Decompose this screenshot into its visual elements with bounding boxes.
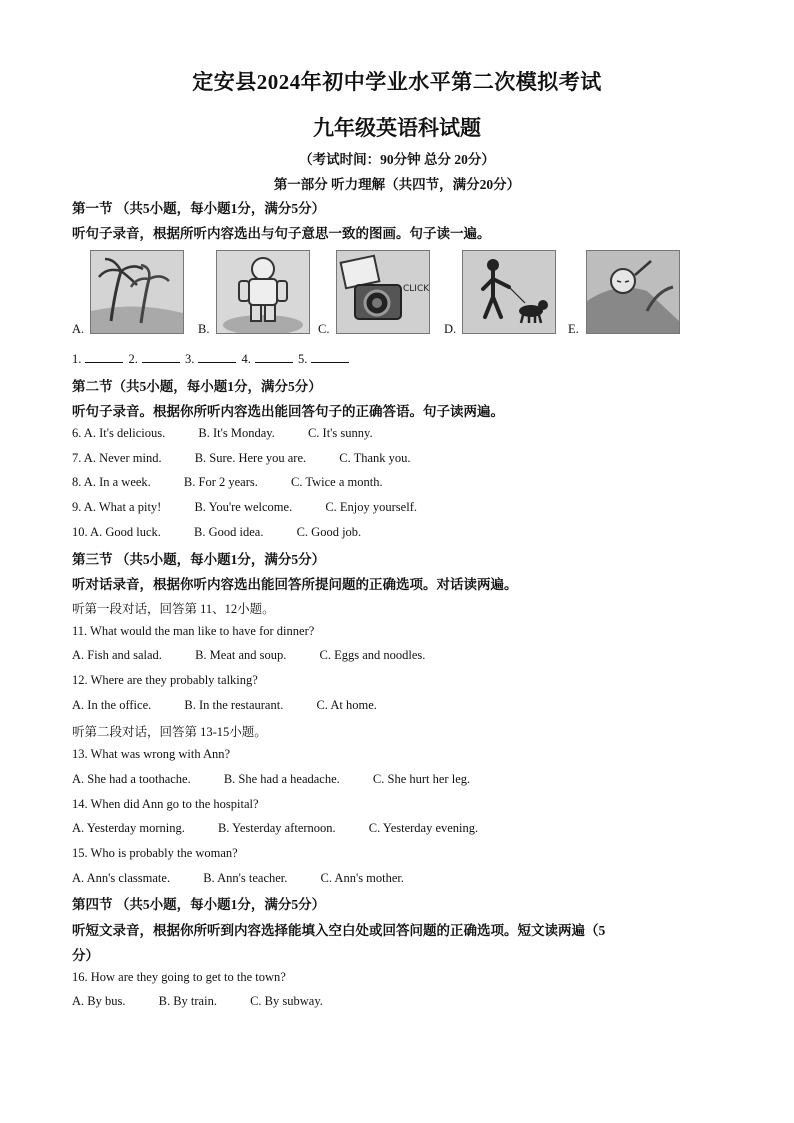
option: A. By bus.	[72, 994, 126, 1008]
picture-label-c: C.	[318, 322, 330, 336]
blank-label: 2.	[128, 352, 138, 366]
option: C. Thank you.	[339, 451, 411, 465]
option: B. It's Monday.	[198, 426, 275, 440]
question-row	[72, 698, 377, 713]
section1-instruction: 听句子录音，根据所听内容选出与句子意思一致的图画。句子读一遍。	[72, 226, 491, 241]
option: B. Sure. Here you are.	[194, 451, 307, 465]
question-row	[72, 772, 470, 787]
option: B. In the restaurant.	[184, 698, 284, 712]
picture-label-b: B.	[198, 322, 210, 336]
blank-label: 4.	[241, 352, 251, 366]
option: C. Ann's mother.	[320, 871, 405, 885]
question-row	[72, 525, 361, 540]
picture-label-e: E.	[568, 322, 579, 336]
svg-text:CLICK: CLICK	[403, 284, 429, 294]
blank-label: 3.	[185, 352, 195, 366]
option: B. For 2 years.	[183, 475, 258, 489]
option: 10. A. Good luck.	[72, 525, 161, 539]
section2-heading: 第二节（共5小题，每小题1分，满分5分）	[72, 379, 322, 394]
question-row	[72, 871, 404, 886]
section3-heading: 第三节 （共5小题，每小题1分，满分5分）	[72, 552, 326, 567]
option: B. Yesterday afternoon.	[217, 821, 336, 835]
answer-blank-4[interactable]	[255, 351, 293, 363]
option: 8. A. In a week.	[72, 475, 151, 489]
part-title: 第一部分 听力理解（共四节，满分20分）	[273, 177, 521, 192]
astronaut-icon	[216, 250, 310, 334]
option: C. Eggs and noodles.	[319, 648, 426, 662]
option: B. She had a headache.	[223, 772, 340, 786]
option: 7. A. Never mind.	[72, 451, 162, 465]
option: A. Yesterday morning.	[72, 821, 185, 835]
section1-heading: 第一节 （共5小题，每小题1分，满分5分）	[72, 201, 326, 216]
section3-instruction: 听对话录音，根据你听内容选出能回答所提问题的正确选项。对话读两遍。	[72, 577, 518, 592]
picture-label-d: D.	[444, 322, 457, 336]
dialog1-note: 听第一段对话，回答第 11、12小题。	[72, 602, 275, 616]
option: B. You're welcome.	[194, 500, 293, 514]
option: C. At home.	[316, 698, 377, 712]
option: C. By subway.	[250, 994, 323, 1008]
picture-label-a: A.	[72, 322, 85, 336]
question-row	[72, 426, 373, 441]
answer-blank-3[interactable]	[198, 351, 236, 363]
option: C. Good job.	[296, 525, 362, 539]
section4-heading: 第四节 （共5小题，每小题1分，满分5分）	[72, 897, 326, 912]
option: A. Ann's classmate.	[72, 871, 171, 885]
question-row	[72, 994, 323, 1009]
question-11: 11. What would the man like to have for dinner?	[72, 624, 315, 638]
option: C. She hurt her leg.	[372, 772, 471, 786]
blank-label: 1.	[72, 352, 82, 366]
option: A. In the office.	[72, 698, 152, 712]
option: B. Good idea.	[194, 525, 264, 539]
blank-label: 5.	[298, 352, 308, 366]
question-13: 13. What was wrong with Ann?	[72, 747, 231, 761]
question-row	[72, 451, 411, 466]
camera-icon	[336, 250, 430, 334]
question-14: 14. When did Ann go to the hospital?	[72, 797, 259, 811]
answer-blanks	[72, 351, 351, 367]
answer-blank-5[interactable]	[311, 351, 349, 363]
option: C. Yesterday evening.	[368, 821, 479, 835]
option: B. By train.	[158, 994, 217, 1008]
exam-title: 定安县2024年初中学业水平第二次模拟考试	[192, 70, 602, 94]
option: B. Meat and soup.	[195, 648, 287, 662]
sick-person-icon	[586, 250, 680, 334]
option: B. Ann's teacher.	[203, 871, 288, 885]
section2-instruction: 听句子录音。根据你所听内容选出能回答句子的正确答语。句子读两遍。	[72, 404, 504, 419]
dog-walker-icon	[462, 250, 556, 334]
option: C. Twice a month.	[291, 475, 383, 489]
option: A. Fish and salad.	[72, 648, 162, 662]
option: A. She had a toothache.	[72, 772, 191, 786]
section4-instruction-line1: 听短文录音，根据你所听到内容选择能填入空白处或回答问题的正确选项。短文读两遍（5	[72, 923, 606, 938]
dialog2-note: 听第二段对话，回答第 13-15小题。	[72, 725, 267, 739]
option: 9. A. What a pity!	[72, 500, 162, 514]
exam-info: （考试时间：90分钟 总分 20分）	[299, 152, 495, 167]
question-16: 16. How are they going to get to the town?	[72, 970, 286, 984]
answer-blank-1[interactable]	[85, 351, 123, 363]
section4-instruction-line2: 分）	[72, 948, 99, 963]
question-15: 15. Who is probably the woman?	[72, 846, 238, 860]
question-row	[72, 648, 425, 663]
palm-beach-icon	[90, 250, 184, 334]
question-12: 12. Where are they probably talking?	[72, 673, 258, 687]
question-row	[72, 475, 383, 490]
exam-subtitle: 九年级英语科试题	[313, 116, 481, 140]
option: 6. A. It's delicious.	[72, 426, 166, 440]
answer-blank-2[interactable]	[142, 351, 180, 363]
question-row	[72, 821, 478, 836]
option: C. It's sunny.	[307, 426, 373, 440]
question-row	[72, 500, 417, 515]
picture-options	[72, 250, 722, 340]
option: C. Enjoy yourself.	[325, 500, 417, 514]
